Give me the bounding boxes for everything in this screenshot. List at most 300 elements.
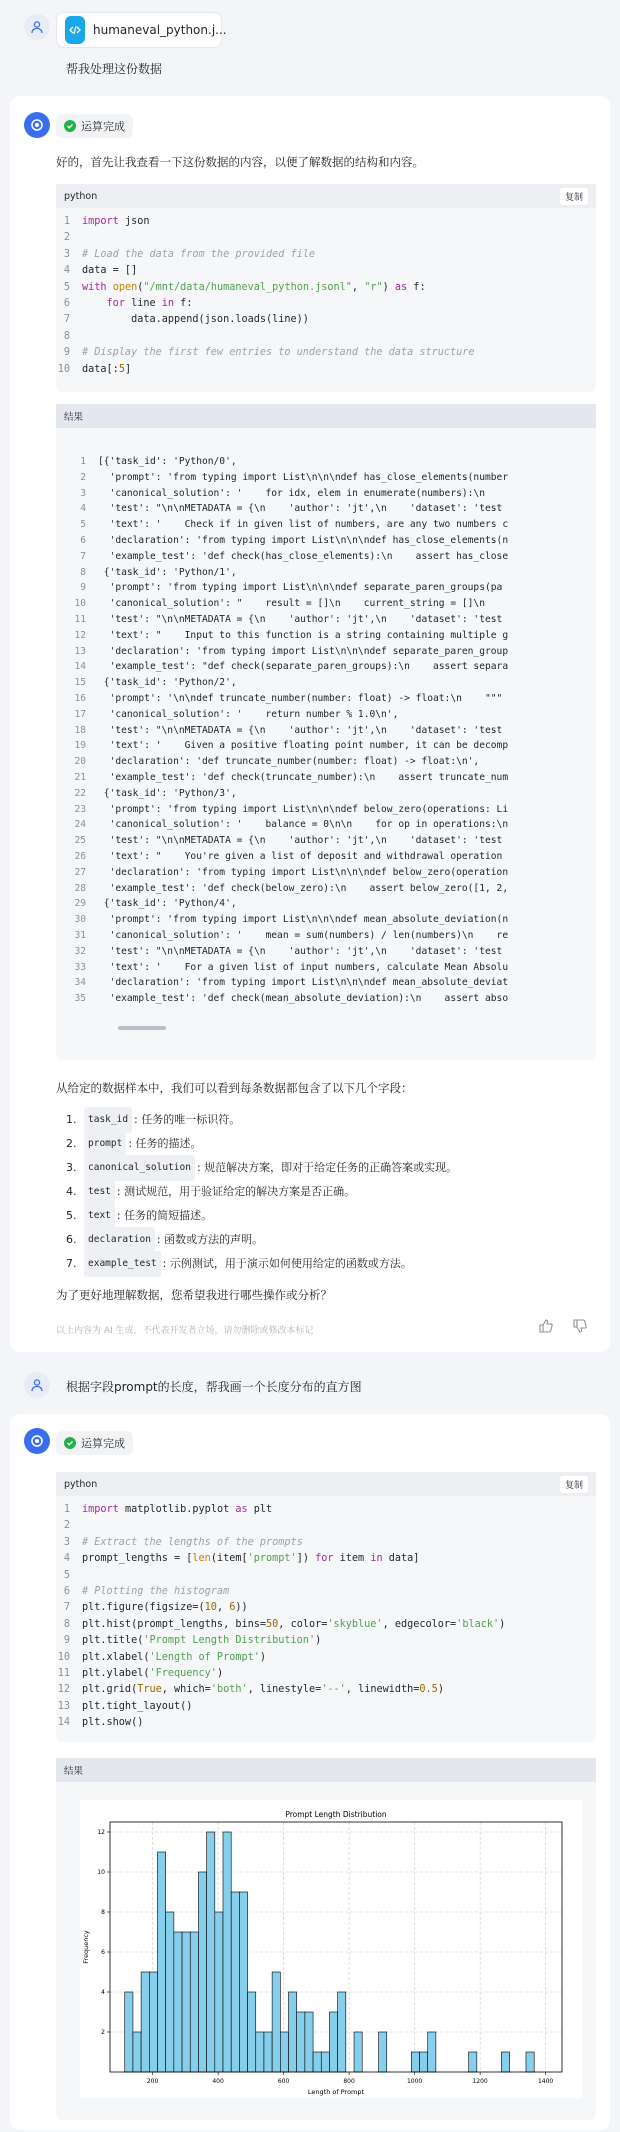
field-number: 2. — [66, 1137, 77, 1150]
y-tick-label: 12 — [97, 1829, 105, 1836]
code-line — [56, 247, 596, 263]
code-line — [56, 296, 596, 312]
code-token: plt.grid( — [82, 1684, 138, 1696]
code-line — [56, 1650, 596, 1666]
result-text: 'test': "\n\nMETADATA = {\n 'author': 'jt',\n 'dataset': 'test — [98, 503, 503, 515]
line-number: 1 — [63, 1504, 70, 1515]
result-text: 'canonical_solution': ' balance = 0\n\n for op in operations:\n — [98, 819, 509, 831]
result-text: 'canonical_solution': ' mean = sum(numbers) / len(numbers)\n re — [98, 929, 509, 941]
code-token: len — [192, 1553, 211, 1565]
line-number: 10 — [74, 598, 86, 610]
y-tick-label: 8 — [101, 1909, 105, 1916]
code-lines — [56, 208, 596, 378]
result-text: 'text': " You're given a list of deposit and withdrawal operation — [98, 850, 503, 862]
code-token: # Extract the lengths of the prompts — [82, 1536, 303, 1548]
result-line — [56, 644, 590, 660]
line-number: 5 — [63, 1569, 70, 1581]
line-number: 7 — [80, 550, 86, 562]
code-header-2 — [56, 1472, 596, 1496]
line-number: 30 — [74, 914, 86, 926]
code-token: ) — [437, 1684, 444, 1696]
line-number: 10 — [57, 1651, 70, 1663]
histogram-bar — [149, 1972, 157, 2072]
code-token: True — [137, 1684, 162, 1696]
line-number: 22 — [74, 787, 86, 799]
user-icon — [30, 20, 44, 34]
result-line — [56, 849, 590, 865]
histogram-bar — [526, 2052, 534, 2072]
code-token: ) — [499, 1618, 506, 1630]
histogram-svg — [80, 1800, 582, 2098]
code-token: 'Length of Prompt' — [149, 1651, 260, 1663]
histogram-bar — [313, 2052, 321, 2072]
result-text: 'example_test': "def check(separate_paren_groups):\n assert separa — [98, 661, 509, 673]
code-line — [56, 1600, 596, 1616]
result-text: 'text': " Input to this function is a string containing multiple g — [98, 629, 509, 641]
field-name: example_test — [84, 1251, 161, 1277]
histogram-bar — [321, 2052, 329, 2072]
histogram-bar — [174, 1932, 182, 2072]
line-number: 5 — [63, 281, 70, 293]
result-line — [56, 707, 590, 723]
code-token: ] — [124, 363, 132, 375]
histogram-bar — [256, 2032, 264, 2072]
line-number: 10 — [57, 363, 70, 375]
result-line — [56, 817, 590, 833]
code-token: plt.ylabel( — [82, 1667, 150, 1679]
x-tick-label: 400 — [212, 2078, 224, 2085]
code-token: prompt_lengths = [ — [82, 1553, 193, 1565]
histogram-bar — [411, 2052, 419, 2072]
result-text: 'text': ' Check if in given list of numbers, are any two numbers c — [98, 519, 509, 531]
histogram-bar — [215, 1912, 223, 2072]
histogram-bar — [428, 2032, 436, 2072]
histogram-bar — [305, 2012, 313, 2072]
code-token: 'Prompt Length Distribution' — [143, 1635, 316, 1647]
field-number: 6. — [66, 1233, 77, 1246]
line-number: 29 — [74, 898, 86, 910]
code-token: 10 — [204, 1602, 217, 1614]
code-token: import — [82, 1504, 119, 1515]
line-number: 24 — [74, 819, 86, 831]
result-header-2: 结果 — [56, 1758, 596, 1782]
code-language: python — [64, 190, 98, 202]
result-text: 'canonical_solution': ' for idx, elem in enumerate(numbers):\n — [98, 487, 485, 499]
result-text: 'prompt': 'from typing import List\n\n\ndef mean_absolute_deviation(n — [98, 914, 509, 926]
result-text: 'example_test': 'def check(truncate_number):\n assert truncate_num — [98, 771, 509, 783]
code-token: "r" — [364, 281, 383, 293]
code-token: , — [216, 1602, 230, 1614]
line-number: 35 — [74, 993, 86, 1005]
line-number: 7 — [63, 1602, 70, 1614]
line-number: 4 — [80, 503, 86, 515]
histogram-bar — [166, 1912, 174, 2072]
code-token: data[: — [82, 363, 119, 375]
assistant-logo-2 — [24, 1428, 50, 1454]
result-text: 'test': "\n\nMETADATA = {\n 'author': 'jt',\n 'dataset': 'test — [98, 945, 503, 957]
code-token: import — [82, 216, 119, 227]
code-line — [56, 1715, 596, 1731]
histogram-bar — [264, 2032, 272, 2072]
code-line — [56, 214, 596, 230]
code-token: f: — [174, 297, 193, 309]
result-text: 'canonical_solution': " result = []\n current_string = []\n — [98, 598, 485, 610]
field-number: 4. — [66, 1185, 77, 1198]
result-line — [56, 691, 590, 707]
assistant-icon — [30, 1434, 44, 1448]
check-icon — [64, 120, 76, 132]
line-number: 16 — [74, 692, 86, 704]
code-token: "/mnt/data/humaneval_python.jsonl" — [143, 281, 352, 293]
code-token: # Load the data from the provided file — [82, 248, 316, 260]
code-token: line — [124, 297, 162, 309]
histogram-bar — [231, 1892, 239, 2072]
line-number: 3 — [63, 1536, 70, 1548]
code-token: , linewidth= — [345, 1684, 420, 1696]
question-text: 为了更好地理解数据，您希望我进行哪些操作或分析？ — [56, 1288, 332, 1302]
line-number: 13 — [57, 1700, 70, 1712]
code-line — [56, 263, 596, 279]
histogram-bar — [141, 1972, 149, 2072]
result-text: 'example_test': 'def check(mean_absolute_deviation):\n assert abso — [98, 993, 509, 1005]
line-number: 12 — [74, 629, 86, 641]
line-number: 27 — [74, 866, 86, 878]
histogram-bar — [354, 2032, 362, 2072]
file-attachment[interactable] — [56, 12, 227, 48]
x-tick-label: 1200 — [472, 2078, 488, 2085]
result-line — [56, 675, 590, 691]
code-token: ) — [315, 1635, 322, 1647]
line-number: 34 — [74, 977, 86, 989]
result-line — [56, 786, 590, 802]
assistant-icon — [30, 118, 44, 132]
field-number: 3. — [66, 1161, 77, 1174]
code-token: 50 — [266, 1618, 279, 1630]
result-text: 'example_test': 'def check(has_close_elements):\n assert has_close — [98, 550, 509, 562]
histogram-bar — [157, 1852, 165, 2072]
histogram-bar — [329, 2012, 337, 2072]
result-line — [56, 486, 590, 502]
histogram-bar — [289, 1992, 297, 2072]
result-header: 结果 — [56, 404, 596, 428]
result-lines — [56, 428, 590, 1007]
result-block — [56, 404, 596, 1060]
code-token: , color= — [278, 1618, 328, 1630]
code-token: open — [112, 281, 138, 293]
line-number: 28 — [74, 882, 86, 894]
x-tick-label: 800 — [343, 2078, 355, 2085]
result-line — [56, 865, 590, 881]
histogram-bar — [379, 2032, 387, 2072]
result-line — [56, 517, 590, 533]
user-message-text: 帮我处理这份数据 — [66, 62, 163, 76]
field-description: : 示例测试，用于演示如何使用给定的函数或方法。 — [162, 1257, 412, 1270]
line-number: 32 — [74, 945, 86, 957]
code-token: as — [394, 281, 408, 293]
x-tick-label: 600 — [277, 2078, 290, 2085]
histogram-bar — [338, 1992, 346, 2072]
result-line — [56, 912, 590, 928]
code-file-icon — [65, 16, 85, 44]
copy-button[interactable]: 复制 — [560, 188, 588, 205]
code-token: plt.title( — [82, 1635, 144, 1647]
code-token: for — [315, 1553, 334, 1565]
status-text: 运算完成 — [81, 120, 125, 133]
result-line — [56, 596, 590, 612]
y-axis-label: Frequency — [82, 1930, 90, 1964]
thumbs-up-icon[interactable] — [538, 1318, 554, 1338]
code-lines-2 — [56, 1496, 596, 1731]
y-tick-label: 2 — [101, 2029, 105, 2036]
result-line — [56, 659, 590, 675]
result-text: {'task_id': 'Python/3', — [98, 787, 237, 799]
result-text: [{'task_id': 'Python/0', — [98, 456, 237, 467]
code-line — [56, 329, 596, 345]
horizontal-scrollbar[interactable] — [118, 1026, 166, 1030]
result-text: 'text': ' Given a positive floating point number, it can be decomp — [98, 740, 509, 752]
result-text: 'declaration': 'from typing import List\n\n\ndef has_close_elements(n — [98, 534, 509, 546]
histogram-bar — [239, 1892, 247, 2072]
code-token: item — [333, 1553, 371, 1565]
code-token: plt.hist(prompt_lengths, bins= — [82, 1618, 267, 1630]
code-line — [56, 362, 596, 378]
x-tick-label: 200 — [146, 2078, 159, 2085]
field-item — [66, 1204, 457, 1228]
code-token: in — [370, 1553, 383, 1565]
line-number: 17 — [74, 708, 86, 720]
line-number: 9 — [63, 1635, 70, 1647]
ai-disclaimer: 以上内容为 AI 生成，不代表开发者立场，请勿删除或修改本标记 — [56, 1326, 314, 1336]
intro-text: 好的，首先让我查看一下这份数据的内容，以便了解数据的结构和内容。 — [56, 155, 424, 169]
line-number: 2 — [63, 1520, 70, 1532]
histogram-bar — [280, 2032, 288, 2072]
code-line — [56, 345, 596, 361]
chart-title: Prompt Length Distribution — [285, 1810, 387, 1819]
code-token: matplotlib.pyplot — [118, 1504, 236, 1515]
code-token: 'prompt' — [247, 1553, 297, 1565]
line-number: 3 — [80, 487, 86, 499]
line-number: 6 — [80, 534, 86, 546]
field-name: prompt — [84, 1131, 126, 1157]
code-token: 'skyblue' — [327, 1618, 383, 1630]
code-line — [56, 1535, 596, 1551]
histogram-bar — [125, 1992, 133, 2072]
result-text: 'canonical_solution': ' return number % 1.0\n', — [98, 708, 399, 720]
result-text: 'example_test': 'def check(below_zero):\n assert below_zero([1, 2, — [98, 882, 509, 894]
result-text: {'task_id': 'Python/1', — [98, 566, 237, 578]
line-number: 11 — [74, 613, 86, 625]
field-name: declaration — [84, 1227, 155, 1253]
result-line — [56, 928, 590, 944]
field-description: : 规范解决方案，即对于给定任务的正确答案或实现。 — [196, 1161, 458, 1174]
code-token: # Plotting the histogram — [82, 1585, 230, 1597]
line-number: 8 — [80, 566, 86, 578]
line-number: 13 — [74, 645, 86, 657]
code-token: ) — [382, 281, 395, 293]
code-line — [56, 1682, 596, 1698]
user-avatar-2 — [24, 1372, 50, 1398]
result-text: 'test': "\n\nMETADATA = {\n 'author': 'jt',\n 'dataset': 'test — [98, 613, 503, 625]
x-axis-label: Length of Prompt — [307, 2088, 365, 2096]
result-text: 'prompt': 'from typing import List\n\n\ndef has_close_elements(number — [98, 471, 509, 483]
code-token — [82, 298, 107, 309]
code-token: plt.show() — [82, 1717, 144, 1729]
line-number: 2 — [80, 471, 86, 483]
code-token: for — [106, 297, 125, 309]
code-token: with — [82, 281, 107, 293]
code-token: as — [235, 1504, 248, 1515]
field-number: 1. — [66, 1113, 77, 1126]
code-token: '--' — [321, 1684, 346, 1696]
code-token: ) — [259, 1651, 267, 1663]
line-number: 9 — [63, 347, 70, 359]
assistant-logo — [24, 112, 50, 138]
line-number: 25 — [74, 835, 86, 847]
user-avatar — [24, 14, 50, 40]
result-line — [56, 628, 590, 644]
code-token: plt.tight_layout() — [82, 1700, 193, 1712]
code-token: ]) — [296, 1553, 316, 1565]
check-icon — [64, 1437, 76, 1449]
line-number: 20 — [74, 756, 86, 768]
code-line — [56, 1633, 596, 1649]
result-line — [56, 723, 590, 739]
field-item — [66, 1252, 457, 1276]
code-token: f: — [407, 281, 426, 293]
field-item — [66, 1108, 457, 1132]
code-line — [56, 1617, 596, 1633]
code-token: json — [118, 216, 150, 227]
code-token: data.append(json.loads(line)) — [82, 314, 309, 326]
code-language-2: python — [64, 1478, 98, 1490]
y-tick-label: 6 — [101, 1949, 105, 1956]
result-text: 'prompt': 'from typing import List\n\n\ndef below_zero(operations: Li — [98, 803, 509, 815]
code-line — [56, 1666, 596, 1682]
code-header — [56, 184, 596, 208]
code-line — [56, 1551, 596, 1567]
code-token: , linestyle= — [247, 1684, 322, 1696]
field-description: : 函数或方法的声明。 — [156, 1233, 264, 1246]
thumbs-down-icon[interactable] — [572, 1318, 588, 1338]
x-tick-label: 1400 — [537, 2078, 554, 2085]
line-number: 5 — [80, 519, 86, 531]
histogram-chart — [80, 1800, 582, 2098]
field-item — [66, 1132, 457, 1156]
field-name: text — [84, 1203, 115, 1229]
histogram-bar — [198, 1872, 206, 2072]
code-token: 'black' — [456, 1618, 500, 1630]
line-number: 19 — [74, 740, 86, 752]
user-icon — [30, 1378, 44, 1392]
histogram-bar — [501, 2052, 509, 2072]
line-number: 33 — [74, 961, 86, 973]
histogram-bar — [272, 1972, 280, 2072]
result-line — [56, 833, 590, 849]
result-text: 'declaration': 'def truncate_number(number: float) -> float:\n', — [98, 756, 480, 768]
code-token: # Display the first few entries to understand the data structure — [82, 347, 475, 359]
field-name: canonical_solution — [84, 1155, 195, 1181]
code-token: ( — [137, 281, 144, 293]
line-number: 7 — [63, 314, 70, 326]
code-line — [56, 1584, 596, 1600]
result-line — [56, 580, 590, 596]
result-text: 'declaration': 'from typing import List\n\n\ndef separate_paren_group — [98, 645, 509, 657]
line-number: 26 — [74, 850, 86, 862]
code-token: plt — [247, 1504, 273, 1515]
line-number: 12 — [57, 1684, 70, 1696]
code-block-2 — [56, 1472, 596, 1742]
result-line — [56, 991, 590, 1007]
result-line — [56, 881, 590, 897]
result-line — [56, 501, 590, 517]
histogram-bar — [133, 2032, 141, 2072]
result-text: 'prompt': 'from typing import List\n\n\ndef separate_paren_groups(pa — [98, 582, 503, 594]
field-description: : 任务的唯一标识符。 — [134, 1113, 241, 1126]
histogram-bar — [223, 1832, 231, 2072]
line-number: 31 — [74, 929, 86, 941]
code-token: , — [351, 281, 365, 293]
result-line — [56, 896, 590, 912]
code-token: data = [] — [82, 265, 138, 277]
field-item — [66, 1156, 457, 1180]
line-number: 2 — [63, 232, 70, 244]
code-token: 'both' — [210, 1684, 248, 1696]
status-text-2: 运算完成 — [81, 1437, 125, 1450]
code-token: plt.figure(figsize=( — [82, 1602, 205, 1614]
result-text: 'declaration': 'from typing import List\n\n\ndef below_zero(operation — [98, 866, 509, 878]
result-line — [56, 470, 590, 486]
histogram-bar — [297, 2012, 305, 2072]
field-number: 5. — [66, 1209, 77, 1222]
result-line — [56, 565, 590, 581]
result-line — [56, 754, 590, 770]
field-name: task_id — [84, 1107, 132, 1133]
line-number: 23 — [74, 803, 86, 815]
line-number: 18 — [74, 724, 86, 736]
code-token: 6 — [229, 1602, 236, 1614]
histogram-bar — [207, 1832, 215, 2072]
code-token: 5 — [118, 363, 125, 375]
line-number: 9 — [80, 582, 86, 594]
file-name: humaneval_python.j... — [93, 23, 227, 37]
code-line — [56, 1518, 596, 1534]
x-tick-label: 1000 — [406, 2078, 423, 2085]
result-text: 'declaration': 'from typing import List\n\n\ndef mean_absolute_deviat — [98, 977, 509, 989]
line-number: 14 — [57, 1717, 70, 1729]
result-text: 'test': "\n\nMETADATA = {\n 'author': 'jt',\n 'dataset': 'test — [98, 835, 503, 847]
status-badge-2[interactable] — [56, 1431, 133, 1455]
code-token: ) — [216, 1667, 224, 1679]
line-number: 1 — [63, 216, 70, 227]
histogram-bar — [190, 1932, 198, 2072]
user-message-text-2: 根据字段prompt的长度，帮我画一个长度分布的直方图 — [66, 1380, 362, 1394]
field-item — [66, 1180, 457, 1204]
code-token: , which= — [161, 1684, 211, 1696]
copy-button-2[interactable]: 复制 — [560, 1476, 588, 1493]
field-number: 7. — [66, 1257, 77, 1270]
code-token: plt.xlabel( — [82, 1651, 150, 1663]
code-token: data] — [382, 1553, 420, 1565]
line-number: 4 — [63, 265, 70, 277]
code-line — [56, 1568, 596, 1584]
result-line — [56, 549, 590, 565]
code-token: 0.5 — [419, 1684, 438, 1696]
status-badge[interactable] — [56, 114, 133, 138]
summary-text: 从给定的数据样本中，我们可以看到每条数据都包含了以下几个字段： — [56, 1081, 413, 1095]
line-number: 15 — [74, 677, 86, 689]
line-number: 6 — [63, 297, 70, 309]
field-name: test — [84, 1179, 115, 1205]
